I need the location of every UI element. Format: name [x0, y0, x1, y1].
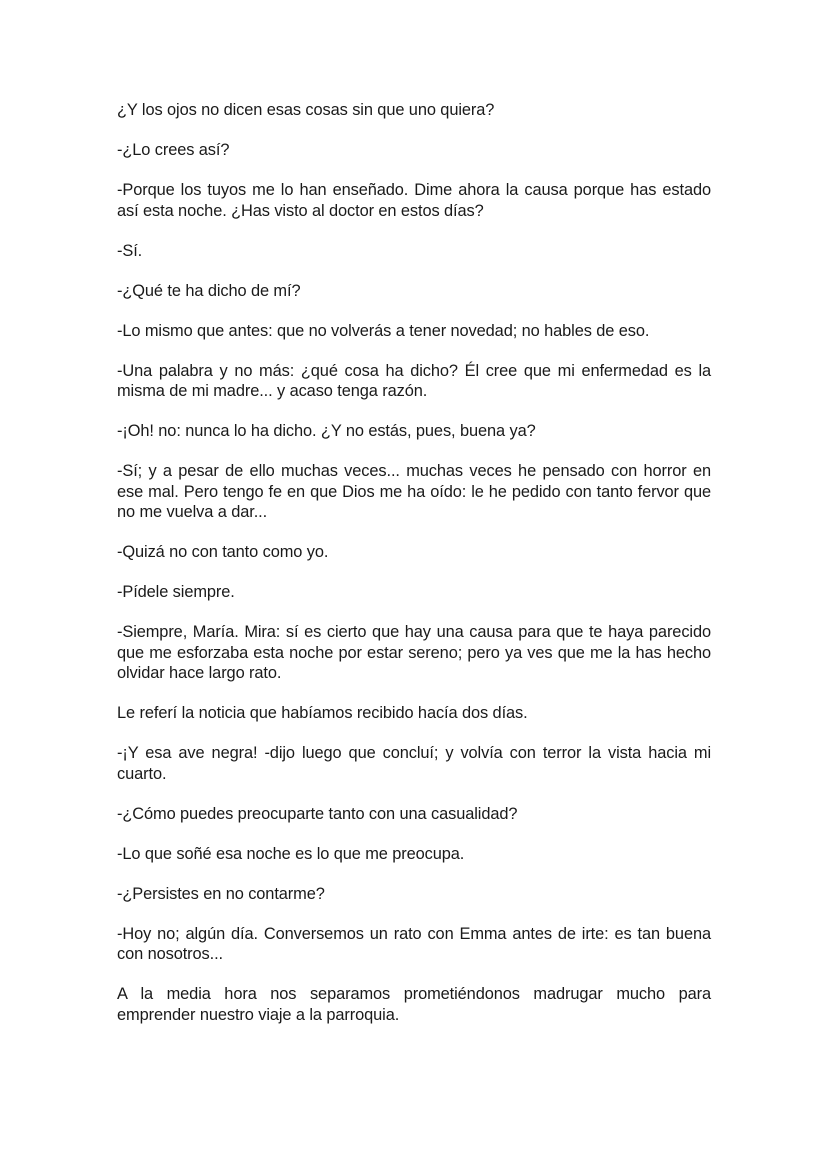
paragraph: -¡Oh! no: nunca lo ha dicho. ¿Y no estás, pues, buena ya?	[117, 422, 536, 440]
paragraph: -Siempre, María. Mira: sí es cierto que hay una causa para que te haya parecido que me esforzaba esta noche por estar sereno; pero ya ves que me la has hecho olvidar hace largo rato.	[117, 623, 711, 682]
paragraph: Le referí la noticia que habíamos recibido hacía dos días.	[117, 704, 528, 722]
paragraph: -Sí; y a pesar de ello muchas veces... muchas veces he pensado con horror en ese mal. Pero tengo fe en que Dios me ha oído: le he pedido con tanto fervor que no me vuelva a dar...	[117, 462, 711, 521]
paragraph: -Pídele siempre.	[117, 583, 235, 601]
paragraph: -Lo que soñé esa noche es lo que me preocupa.	[117, 844, 465, 863]
paragraph: -¿Cómo puedes preocuparte tanto con una casualidad?	[117, 804, 518, 823]
paragraph: -Quizá no con tanto como yo.	[117, 543, 329, 561]
paragraph: -Porque los tuyos me lo han enseñado. Dime ahora la causa porque has estado así esta noche. ¿Has visto al doctor en estos días?	[117, 181, 711, 220]
paragraph: -Hoy no; algún día. Conversemos un rato con Emma antes de irte: es tan buena con nosotros...	[117, 924, 711, 963]
paragraph: -Una palabra y no más: ¿qué cosa ha dicho? Él cree que mi enfermedad es la misma de mi madre... y acaso tenga razón.	[117, 361, 711, 400]
paragraph: -¿Qué te ha dicho de mí?	[117, 281, 301, 300]
paragraph: -Lo mismo que antes: que no volverás a tener novedad; no hables de eso.	[117, 321, 650, 340]
paragraph: -¡Y esa ave negra! -dijo luego que concluí; y volvía con terror la vista hacia mi cuarto.	[117, 744, 711, 783]
paragraph: -¿Lo crees así?	[117, 141, 230, 159]
document-page	[117, 100, 711, 1045]
paragraph: A la media hora nos separamos prometiéndonos madrugar mucho para emprender nuestro viaje a la parroquia.	[117, 985, 711, 1024]
paragraph: ¿Y los ojos no dicen esas cosas sin que uno quiera?	[117, 101, 495, 119]
paragraph: -¿Persistes en no contarme?	[117, 884, 325, 903]
paragraph: -Sí.	[117, 241, 143, 260]
